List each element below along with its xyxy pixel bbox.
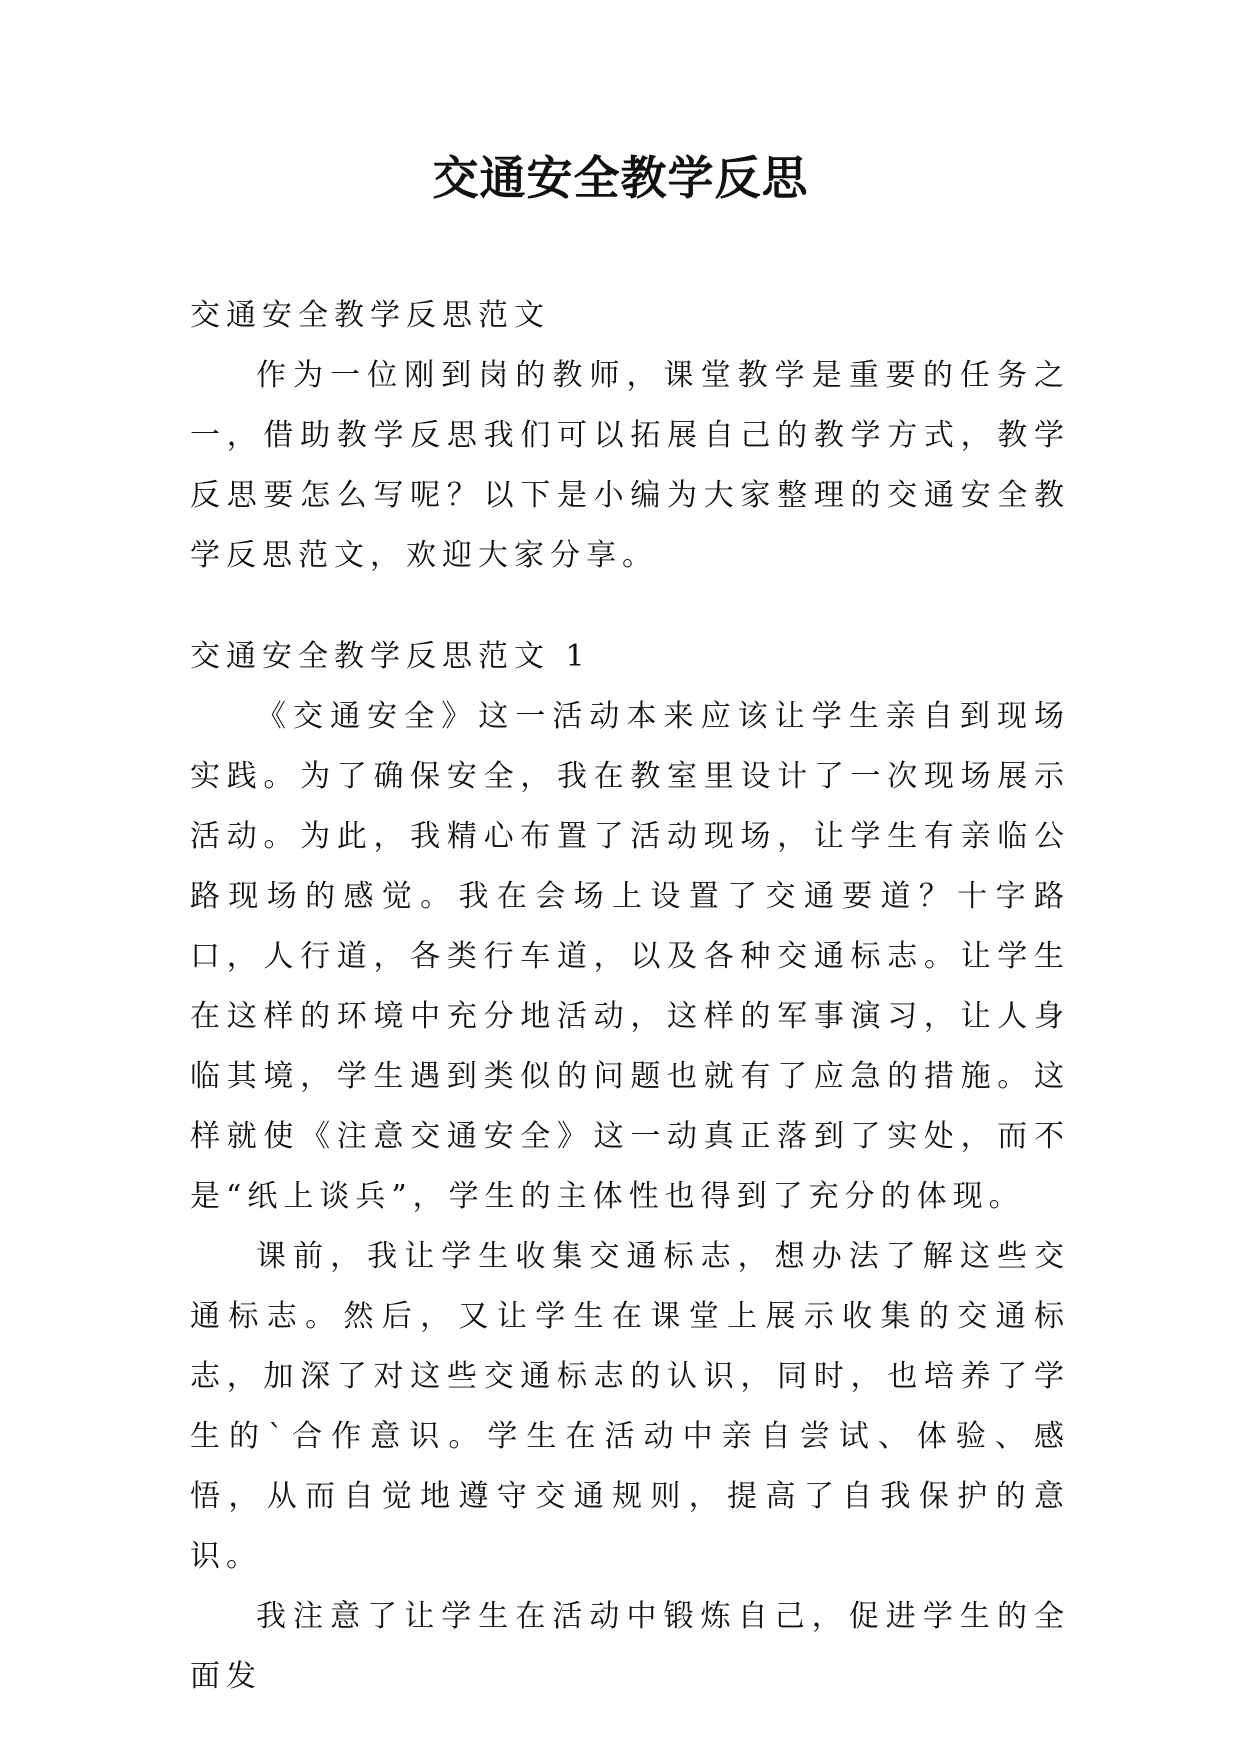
- section-1-paragraph-1: 《交通安全》这一活动本来应该让学生亲自到现场实践。为了确保安全，我在教室里设计了一次现场展示活动。为此，我精心布置了活动现场，让学生有亲临公路现场的感觉。我在会场上设置了交通要道？十字路口，人行道，各类行车道，以及各种交通标志。让学生在这样的环境中充分地活动，这样的军事演习，让人身临其境，学生遇到类似的问题也就有了应急的措施。这样就使《注意交通安全》这一动真正落到了实处，而不是“纸上谈兵”，学生的主体性也得到了充分的体现。: [190, 699, 1070, 1214]
- section-1: [190, 627, 1070, 1707]
- document-title: 交通安全教学反思: [432, 151, 809, 205]
- intro-section: [190, 286, 1070, 586]
- section-1-paragraph-3: 我注意了让学生在活动中锻炼自己，促进学生的全面发: [190, 1599, 1070, 1694]
- section-1-paragraph-2: 课前，我让学生收集交通标志，想办法了解这些交通标志。然后，又让学生在课堂上展示收集的交通标志，加深了对这些交通标志的认识，同时，也培养了学生的`合作意识。学生在活动中亲自尝试、体验、感悟，从而自觉地遵守交通规则，提高了自我保护的意识。: [190, 1239, 1070, 1574]
- intro-heading: 交通安全教学反思范文: [190, 298, 550, 333]
- section-1-heading: 交通安全教学反思范文 1: [190, 639, 591, 674]
- intro-paragraph: 作为一位刚到岗的教师，课堂教学是重要的任务之一，借助教学反思我们可以拓展自己的教学方式，教学反思要怎么写呢？以下是小编为大家整理的交通安全教学反思范文，欢迎大家分享。: [190, 358, 1070, 573]
